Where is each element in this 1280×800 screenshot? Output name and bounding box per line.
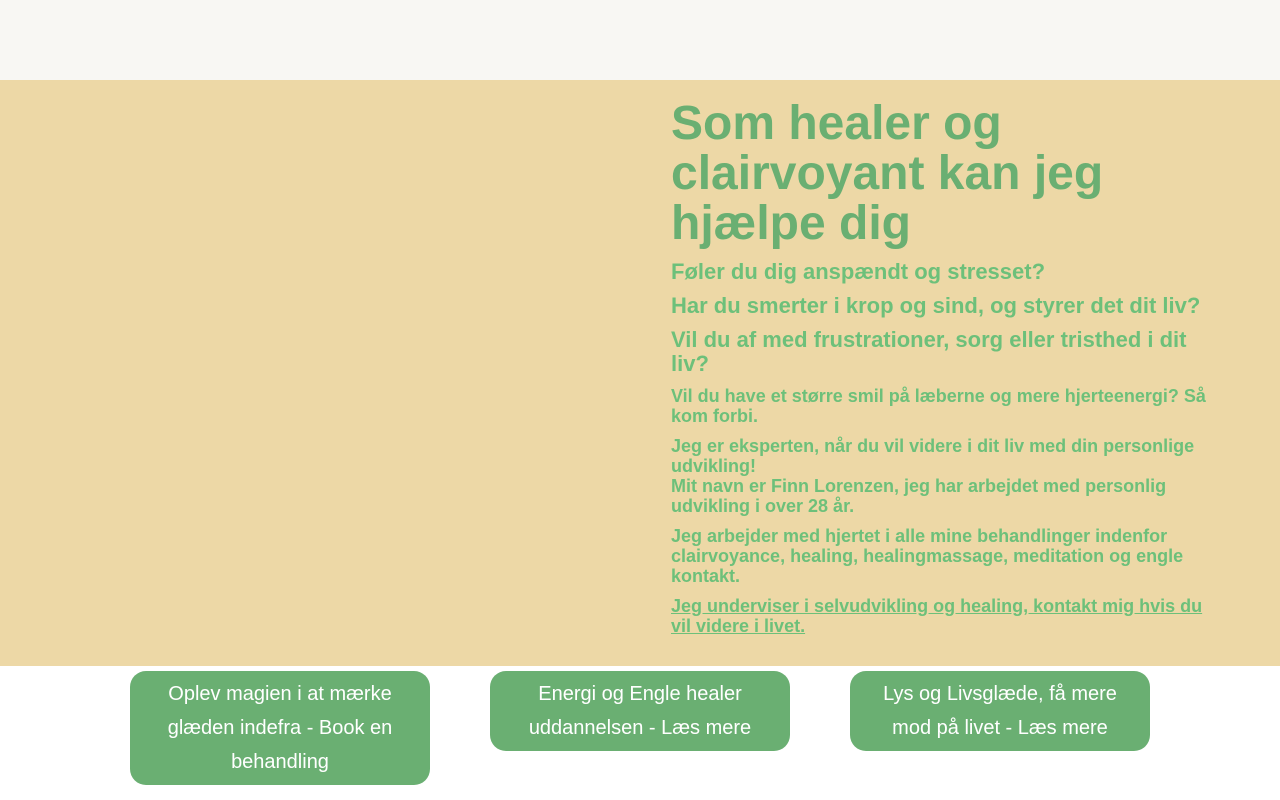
contact-link[interactable]: Jeg underviser i selvudvikling og healing, kontakt mig hvis du vil videre i livet.	[671, 596, 1203, 636]
hero-paragraph-name-line: Mit navn er Finn Lorenzen, jeg har arbejdet med personlig udvikling i over 28 år.	[671, 476, 1167, 516]
hero-paragraph-smile: Vil du have et større smil på læberne og mere hjerteenergi? Så kom forbi.	[671, 386, 1206, 426]
book-treatment-button[interactable]: Oplev magien i at mærke glæden indefra - Book en behandling	[130, 671, 430, 785]
hero-text-block	[671, 99, 1211, 636]
hero-paragraph-heart: Jeg arbejder med hjertet i alle mine behandlinger indenfor clairvoyance, healing, healingmassage, meditation og engle kontakt.	[671, 526, 1184, 586]
hero-question-1: Føler du dig anspændt og stresset?	[671, 259, 1046, 284]
hero-title: Som healer og clairvoyant kan jeg hjælpe dig	[671, 97, 1104, 250]
healer-education-button[interactable]: Energi og Engle healer uddannelsen - Læs mere	[490, 671, 790, 751]
hero-paragraph-expert-line: Jeg er eksperten, når du vil videre i dit liv med din personlige udvikling!	[671, 436, 1195, 476]
hero-section	[0, 80, 1280, 666]
hero-image-placeholder	[0, 80, 640, 666]
top-header-bar	[0, 0, 1280, 80]
hero-question-2: Har du smerter i krop og sind, og styrer det dit liv?	[671, 293, 1201, 318]
hero-paragraph-expert	[671, 436, 1211, 516]
hero-question-3: Vil du af med frustrationer, sorg eller tristhed i dit liv?	[671, 327, 1187, 376]
light-and-joy-button[interactable]: Lys og Livsglæde, få mere mod på livet - Læs mere	[850, 671, 1150, 751]
